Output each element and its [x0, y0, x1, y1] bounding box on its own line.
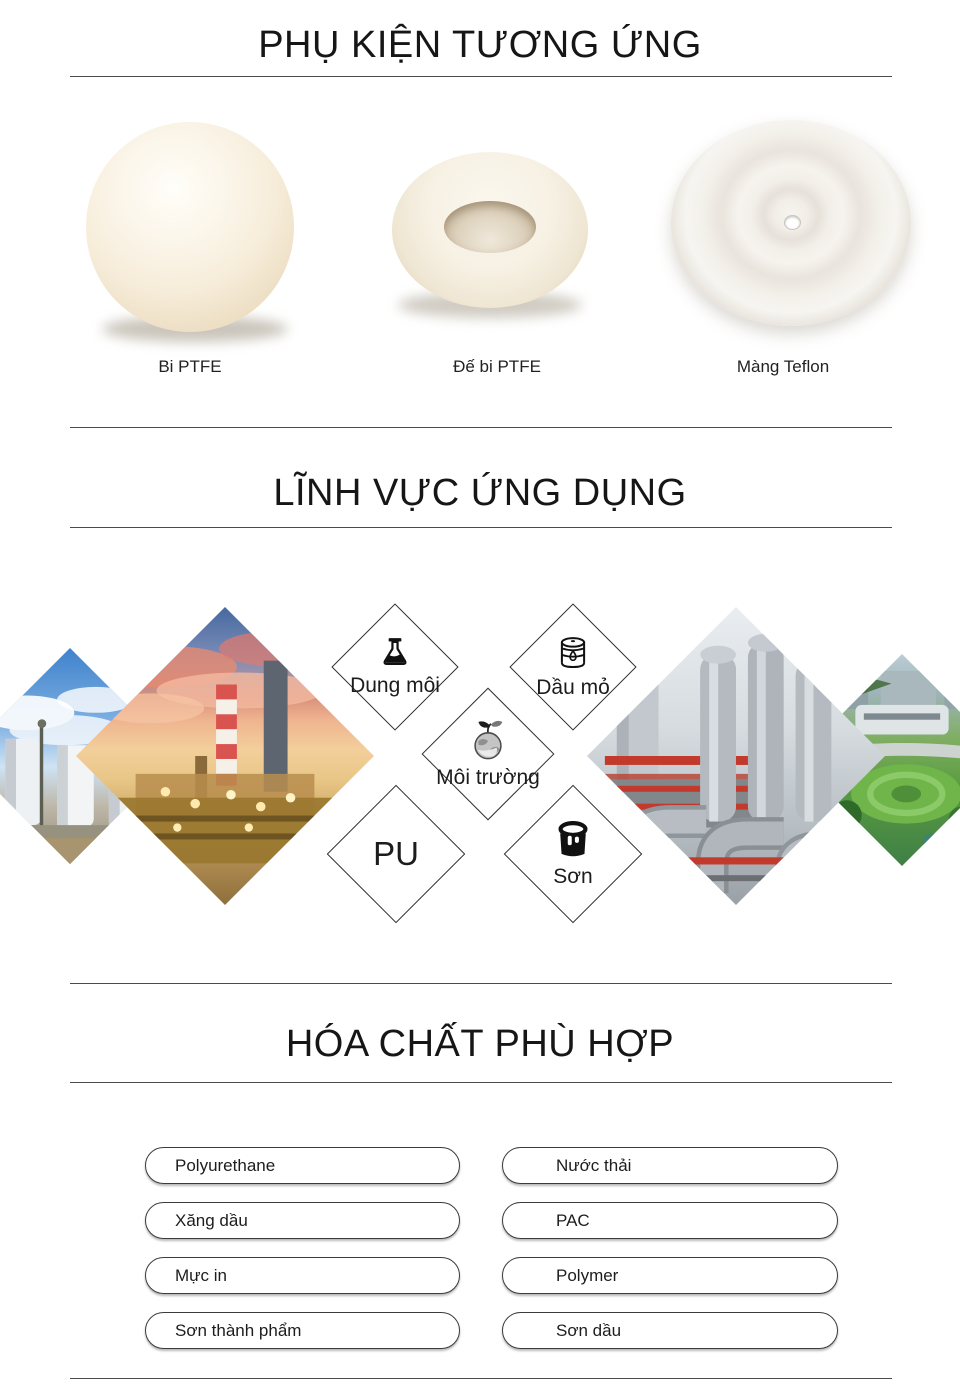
pill-label: PAC	[556, 1210, 590, 1230]
field-label: Dầu mỏ	[536, 675, 610, 699]
field-label: PU	[373, 835, 419, 872]
divider-line	[70, 427, 892, 428]
section-title-accessories: PHỤ KIỆN TƯƠNG ỨNG	[258, 24, 702, 66]
pill-label: Nước thải	[556, 1155, 632, 1175]
pill-label: Mực in	[175, 1265, 227, 1285]
ring-hole	[444, 201, 536, 253]
pill-label: Sơn thành phẩm	[175, 1320, 302, 1340]
diaphragm-center-hole	[784, 215, 801, 230]
sunset-photo-art	[76, 607, 374, 905]
product-label: Bi PTFE	[158, 357, 222, 376]
earth-plant-icon	[466, 718, 510, 762]
chemical-pill-xang-dau[interactable]	[145, 1202, 460, 1239]
divider-line	[70, 1082, 892, 1083]
product-label: Màng Teflon	[736, 357, 830, 376]
pill-label: Sơn dầu	[556, 1320, 622, 1340]
paint-bucket-icon	[553, 819, 593, 861]
chemical-pill-polyurethane[interactable]	[145, 1147, 460, 1184]
field-label: Sơn	[553, 865, 593, 888]
field-label: Dung môi	[350, 674, 440, 697]
section-title-applications: LĨNH VỰC ỨNG DỤNG	[273, 472, 687, 514]
chemical-pill-son-dau[interactable]	[502, 1312, 838, 1349]
section-title-chemicals: HÓA CHẤT PHÙ HỢP	[285, 1023, 675, 1065]
chemical-pill-son-thanh-pham[interactable]	[145, 1312, 460, 1349]
pill-label: Polyurethane	[175, 1155, 276, 1175]
divider-line	[70, 1378, 892, 1379]
field-diamond-pu	[327, 785, 466, 924]
divider-line	[70, 983, 892, 984]
flask-icon	[378, 636, 412, 670]
ptfe-ball-photo	[86, 122, 294, 332]
oil-barrel-icon	[554, 635, 592, 672]
product-label: Đế bi PTFE	[453, 357, 541, 376]
teflon-diaphragm-photo	[671, 120, 911, 326]
chemical-pill-polymer[interactable]	[502, 1257, 838, 1294]
divider-line	[70, 76, 892, 77]
field-diamond-paint	[504, 785, 643, 924]
chemical-pill-muc-in[interactable]	[145, 1257, 460, 1294]
refinery-sunset-photo	[76, 607, 374, 905]
field-label: Môi trường	[436, 766, 540, 789]
divider-line	[70, 527, 892, 528]
chemical-pill-pac[interactable]	[502, 1202, 838, 1239]
pill-label: Xăng dầu	[175, 1210, 248, 1230]
field-diamond-solvent	[331, 603, 458, 730]
pill-label: Polymer	[556, 1265, 619, 1285]
chemical-pill-nuoc-thai[interactable]	[502, 1147, 838, 1184]
